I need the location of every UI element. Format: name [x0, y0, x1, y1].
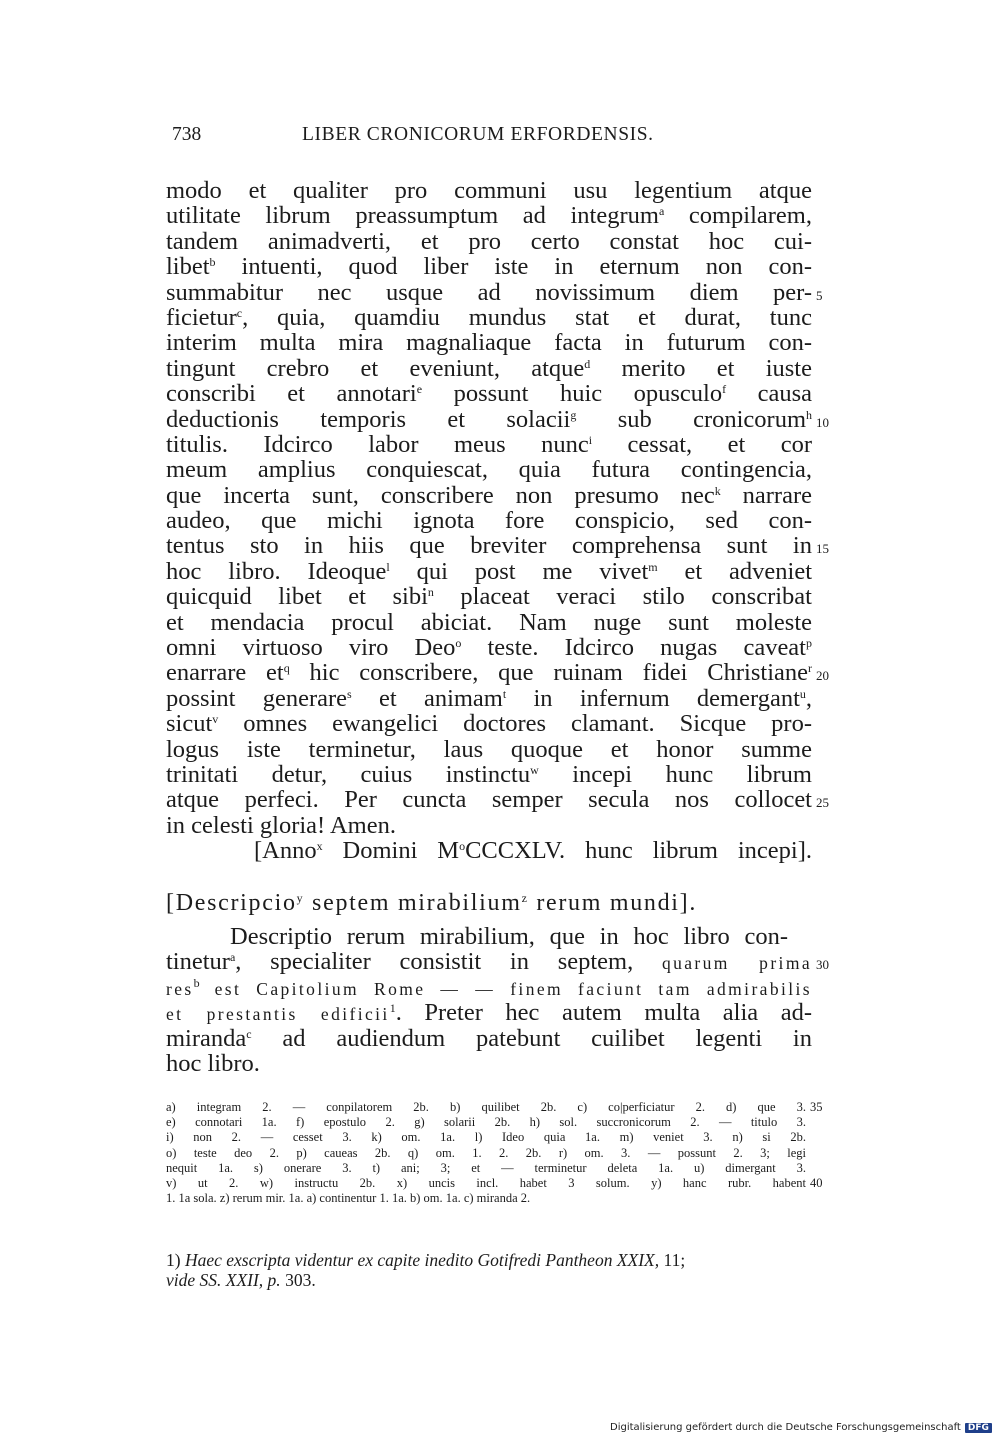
text-line: [166, 737, 812, 762]
note-marker: g: [570, 407, 577, 422]
note-marker: m: [648, 559, 658, 574]
text-line: [166, 686, 812, 711]
line-text: et mendacia procul abiciat. Nam nuge sunt moleste: [166, 608, 812, 636]
footnote-italic: Haec exscripta videntur ex capite inedito Gotifredi Pantheon XXIX,: [184, 1250, 660, 1270]
note-marker: c: [246, 1026, 252, 1041]
text-line: [166, 1000, 812, 1025]
line-number: 5: [816, 287, 823, 303]
note-marker: s: [347, 686, 352, 701]
apparatus-text: v) ut 2. w) instructu 2b. x) uncis incl. habet 3 solum. y) hanc rubr. habent: [166, 1175, 806, 1190]
text-line: [166, 508, 812, 533]
text-line: [166, 254, 812, 279]
apparatus-text: i) non 2. — cesset 3. k) om. 1a. l) Ideo quia 1a. m) veniet 3. n) si 2b.: [166, 1130, 806, 1145]
text-line: [166, 924, 812, 949]
text-line: [166, 356, 812, 381]
text-line: [166, 762, 812, 787]
line-text: audeo, que michi ignota fore conspicio, sed con-: [166, 507, 812, 535]
main-text: [166, 177, 829, 865]
line-text: tandem animadverti, et pro certo constat hoc cui-: [166, 227, 812, 255]
text-line: [166, 278, 823, 306]
text-line: [166, 330, 812, 355]
note-marker: a: [229, 950, 236, 965]
text-line: [166, 229, 812, 254]
line-text: interim multa mira magnaliaque facta in futurum con-: [166, 329, 812, 357]
spaced-text: quarum prima: [661, 953, 813, 974]
apparatus-text: a) integram 2. — conpilatorem 2b. b) quilibet 2b. c) co|perficiatur 2. d) que 3.: [166, 1100, 806, 1114]
line-text: enarrare $et^q$ hic conscribere, que ruinam fidei Christiane$^r$: [166, 659, 812, 687]
line-text: sicut$^v$ omnes ewangelici doctores clamant. Sicque pro-: [166, 710, 812, 738]
apparatus-text: 1. 1a sola. z) rerum mir. 1a. a) continentur 1. 1a. b) om. 1a. c) miranda 2.: [166, 1191, 531, 1206]
line-text: in celesti gloria! Amen.: [166, 811, 396, 839]
note-marker: i: [588, 432, 593, 447]
text-line: [166, 432, 812, 457]
line-text: modo et qualiter pro communi usu legentium atque: [166, 177, 812, 204]
apparatus-line: [166, 1176, 822, 1191]
line-text: [166, 975, 812, 1002]
line-text: hoc libro.: [166, 1049, 260, 1077]
footnote-italic-2: vide SS. XXII, p.: [166, 1270, 281, 1290]
note-marker: d: [584, 356, 591, 371]
spaced-text: est Capitolium Rome — — finem faciunt tam admirabilis: [199, 978, 812, 999]
note-marker: e: [416, 382, 423, 397]
line-text: ficietur$^c$, quia, quamdiu mundus stat et durat, tunc: [166, 303, 812, 331]
note-marker: u: [799, 686, 806, 701]
line-text: Descriptio rerum mirabilium, que in hoc libro con-: [230, 923, 788, 950]
line-text: logus iste terminetur, laus quoque et honor summe: [166, 735, 812, 763]
line-text: utilitate librum preassumptum ad integrum$^a$ compilarem,: [166, 202, 812, 230]
note-marker: r: [808, 661, 812, 676]
text-line: [166, 838, 812, 863]
line-text: meum amplius conquiescat, quia futura contingencia,: [166, 456, 812, 484]
apparatus-line: [166, 1130, 822, 1145]
note-marker: k: [714, 483, 721, 498]
line-number: 20: [816, 668, 829, 684]
text-line: [166, 305, 812, 330]
line-text: omni virtuoso viro Deo$^o$ teste. Idcirco nugas caveat$^p$: [166, 634, 812, 662]
line-text: trinitati detur, cuius instinctu$^w$ incepi hunc librum: [166, 760, 812, 788]
text-line: [166, 711, 812, 736]
note-marker: h: [806, 407, 813, 422]
apparatus-line: [166, 1100, 822, 1115]
note-marker: o: [459, 839, 466, 854]
description-paragraph: [166, 923, 829, 1077]
running-title: LIBER CRONICORUM ERFORDENSIS.: [302, 124, 654, 145]
line-text: tinetur$^a$, specialiter consistit in septem, quarum prima: [166, 948, 813, 976]
note-marker: l: [386, 559, 390, 574]
note-marker: w: [530, 762, 539, 777]
line-text: que incerta sunt, conscribere non presumo nec$^k$ narrare: [166, 481, 812, 509]
credit-text: Digitalisierung gefördert durch die Deutsche Forschungsgemeinschaft: [610, 1422, 961, 1433]
apparatus-line: [166, 1191, 822, 1206]
line-text: libet$^b$ intuenti, quod liber iste in eternum non con-: [166, 253, 812, 281]
text-line: [166, 813, 812, 838]
digitization-credit: [610, 1422, 992, 1433]
line-text: conscribi et annotari$^e$ possunt huic opusculo$^f$ causa: [166, 380, 812, 408]
text-line: [166, 635, 812, 660]
apparatus-text: e) connotari 1a. f) epostulo 2. g) solarii 2b. h) sol. succronicorum 2. — titulo 3.: [166, 1115, 806, 1130]
text-line: [166, 381, 812, 406]
footnote-plain-2: 303.: [280, 1270, 316, 1290]
note-marker: q: [283, 661, 290, 676]
text-line: [166, 457, 812, 482]
note-marker: b: [209, 255, 216, 270]
footnote-plain: 11;: [659, 1250, 686, 1270]
line-number: 30: [816, 957, 829, 973]
note-marker: f: [722, 382, 727, 397]
note-marker: b: [193, 975, 200, 990]
note-marker: x: [316, 839, 323, 854]
heading-text: [Descripcio: [166, 890, 297, 916]
line-number: 10: [816, 414, 829, 430]
text-line: [166, 483, 812, 508]
text-line: [166, 948, 829, 976]
line-text: summabitur nec usque ad novissimum diem per-: [166, 278, 812, 306]
text-line: [166, 559, 812, 584]
text-line: [166, 584, 812, 609]
line-text: tingunt crebro et eveniunt, atque$^d$ merito et iuste: [166, 354, 812, 382]
line-text: [Anno$^x$ Domini $M^oCCCXLV$. hunc librum incepi].: [254, 837, 812, 865]
text-line: [166, 178, 812, 203]
critical-apparatus: [166, 1100, 822, 1206]
text-line: [166, 532, 829, 560]
section-heading: [166, 890, 812, 917]
text-line: [166, 405, 829, 433]
dfg-logo: DFG: [965, 1423, 992, 1433]
line-text: quicquid libet et sibi$^n$ placeat veraci stilo conscribat: [166, 583, 812, 611]
note-marker: o: [455, 636, 462, 651]
text-line: [166, 659, 829, 687]
line-text: tentus sto in hiis que breviter comprehensa sunt in: [166, 532, 812, 560]
apparatus-line: [166, 1146, 822, 1161]
note-marker: v: [212, 712, 219, 727]
text-line: [166, 975, 812, 1000]
line-text: titulis. Idcirco labor meus nunc$^i$ cessat, et cor: [166, 430, 812, 458]
heading-note-marker-2: z: [521, 891, 529, 905]
spaced-text: et prestantis edificii: [166, 1004, 390, 1025]
footnote-number: 1): [166, 1250, 181, 1270]
text-line: [166, 1051, 812, 1076]
text-line: [166, 1026, 812, 1051]
note-marker: n: [427, 585, 434, 600]
note-marker: p: [806, 636, 812, 651]
apparatus-text: nequit 1a. s) onerare 3. t) ani; 3; et — terminetur deleta 1a. u) dimergant 3.: [166, 1160, 806, 1175]
heading-note-marker: y: [296, 891, 305, 905]
text-line: [166, 203, 812, 228]
line-text: miranda$^c$ ad audiendum patebunt cuilibet legenti in: [166, 1024, 812, 1052]
line-text: possint generare$^s$ et animam$^t$ in infernum demergant$^u$,: [166, 684, 812, 712]
note-marker: a: [658, 204, 665, 219]
spaced-text: res: [166, 978, 194, 999]
apparatus-line: [166, 1115, 822, 1130]
line-number: 40: [810, 1175, 823, 1190]
line-text: et prestantis edificii$^1$. Preter hec autem multa alia ad-: [166, 999, 812, 1027]
line-number: 15: [816, 541, 829, 557]
heading-text-end: rerum mundi].: [528, 890, 698, 916]
text-line: [166, 610, 812, 635]
note-marker: 1: [389, 1001, 396, 1016]
line-number: 35: [810, 1100, 823, 1114]
heading-text-mid: septem mirabilium: [304, 890, 522, 916]
footnote: [166, 1250, 816, 1290]
text-line: [166, 786, 829, 814]
note-marker: t: [502, 686, 507, 701]
line-text: atque perfeci. Per cuncta semper secula nos collocet: [166, 786, 812, 814]
apparatus-line: [166, 1161, 822, 1176]
line-text: deductionis temporis et solacii$^g$ sub cronicorum$^h$: [166, 405, 813, 433]
line-text: hoc libro. Ideoque$^l$ qui post me vivet$^m$ et adveniet: [166, 557, 812, 585]
note-marker: c: [236, 305, 243, 320]
line-number: 25: [816, 795, 829, 811]
page-number: 738: [172, 124, 202, 145]
apparatus-text: o) teste deo 2. p) caueas 2b. q) om. 1. 2. 2b. r) om. 3. — possunt 2. 3; legi: [166, 1145, 806, 1160]
